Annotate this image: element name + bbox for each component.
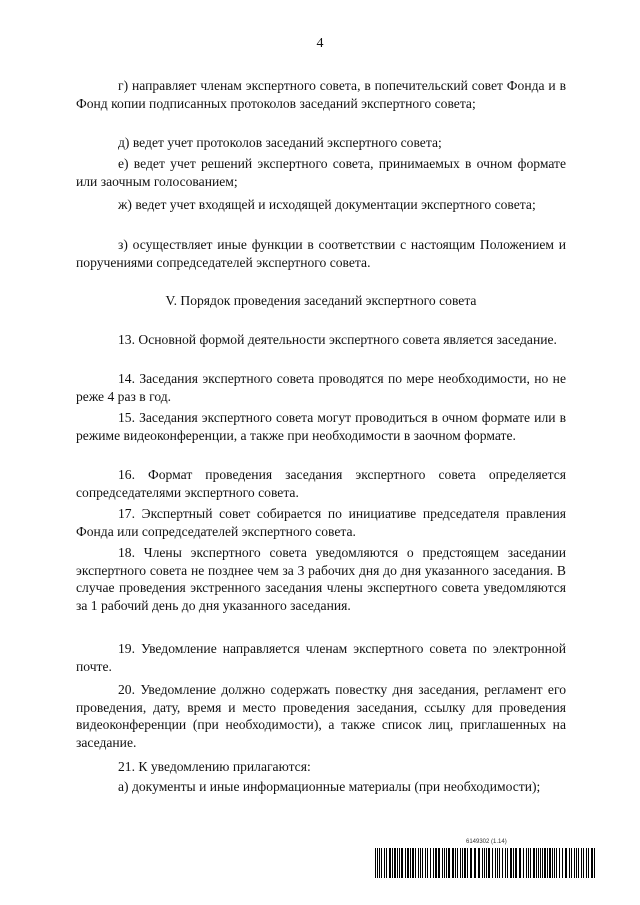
barcode-bar <box>526 848 527 878</box>
barcode-bar <box>499 848 500 878</box>
section-heading: V. Порядок проведения заседаний экспертного совета <box>165 293 477 308</box>
barcode-bar <box>397 848 398 878</box>
barcode-bar <box>422 848 423 878</box>
barcode-bar <box>495 848 496 878</box>
barcode-bar <box>446 848 447 878</box>
barcode-bar <box>427 848 428 878</box>
barcode-bar <box>523 848 524 878</box>
barcode-bar <box>482 848 483 878</box>
barcode-bar <box>462 848 463 878</box>
barcode-bar <box>581 848 582 878</box>
paragraph-18: 18. Члены экспертного совета уведомляются о предстоящем заседании экспертного совета не позднее чем за 3 рабочих дня до дня указанного заседания. В случае проведения экстренного заседания члены экспертного совета уведомляются за 1 рабочий день до дня указанного заседания. <box>76 545 566 613</box>
barcode-bar <box>565 848 567 878</box>
list-item-zh: ж) ведет учет входящей и исходящей документации экспертного совета; <box>118 197 536 212</box>
barcode-bar <box>420 848 421 878</box>
paragraph-19: 19. Уведомление направляется членам экспертного совета по электронной почте. <box>76 641 566 674</box>
list-item-g: г) направляет членам экспертного совета, в попечительский совет Фонда и в Фонд копии подписанных протоколов заседаний экспертного совета; <box>76 78 566 111</box>
barcode-bar <box>444 848 445 878</box>
barcode-bar <box>386 848 387 878</box>
barcode-bar <box>389 848 391 878</box>
barcode-bar <box>415 848 416 878</box>
barcode-bar <box>410 848 411 878</box>
barcode-bar <box>375 848 376 878</box>
barcode-bar <box>554 848 555 878</box>
barcode-bar <box>576 848 577 878</box>
barcode-bar <box>474 848 476 878</box>
barcode-bar <box>513 848 514 878</box>
barcode-bar <box>547 848 548 878</box>
paragraph-14: 14. Заседания экспертного совета проводятся по мере необходимости, но не реже 4 раз в год. <box>76 371 566 404</box>
barcode-bar <box>418 848 419 878</box>
barcode-bar <box>377 848 378 878</box>
barcode-bar <box>470 848 472 878</box>
document-code: 6149302 (1.14) <box>466 839 507 845</box>
paragraph-13: 13. Основной формой деятельности экспертного совета является заседание. <box>118 332 557 347</box>
barcode-bar <box>536 848 537 878</box>
barcode <box>375 848 595 878</box>
barcode-bar <box>515 848 517 878</box>
barcode-bar <box>562 848 563 878</box>
barcode-bar <box>492 848 493 878</box>
barcode-bar <box>379 848 380 878</box>
barcode-bar <box>538 848 539 878</box>
barcode-bar <box>591 848 593 878</box>
barcode-bar <box>540 848 541 878</box>
paragraph-21: 21. К уведомлению прилагаются: <box>118 759 311 774</box>
paragraph-21-a: а) документы и иные информационные материалы (при необходимости); <box>118 779 541 794</box>
barcode-bar <box>586 848 587 878</box>
barcode-bar <box>464 848 466 878</box>
barcode-bar <box>457 848 458 878</box>
barcode-bar <box>384 848 385 878</box>
barcode-bar <box>442 848 443 878</box>
barcode-bar <box>430 848 431 878</box>
barcode-bar <box>425 848 426 878</box>
barcode-bar <box>569 848 570 878</box>
paragraph-20: 20. Уведомление должно содержать повестку дня заседания, регламент его проведения, дату, время и место проведения заседания, ссылку для проведения видеоконференции (при необходимости), а также список лиц, приглашенных на заседание. <box>76 682 566 750</box>
barcode-bar <box>467 848 468 878</box>
barcode-bar <box>505 848 506 878</box>
barcode-bar <box>510 848 512 878</box>
barcode-bar <box>484 848 485 878</box>
barcode-bar <box>530 848 531 878</box>
barcode-bar <box>401 848 403 878</box>
barcode-bar <box>399 848 400 878</box>
barcode-bar <box>574 848 575 878</box>
barcode-bar <box>544 848 546 878</box>
barcode-bar <box>528 848 529 878</box>
barcode-bar <box>488 848 490 878</box>
barcode-bar <box>497 848 498 878</box>
barcode-bar <box>594 848 595 878</box>
barcode-bar <box>519 848 521 878</box>
barcode-bar <box>556 848 557 878</box>
barcode-bar <box>412 848 414 878</box>
barcode-bar <box>588 848 589 878</box>
list-item-e: е) ведет учет решений экспертного совета, принимаемых в очном формате или заочным голосованием; <box>76 156 566 189</box>
barcode-bar <box>407 848 409 878</box>
barcode-bar <box>486 848 487 878</box>
list-item-z: з) осуществляет иные функции в соответствии с настоящим Положением и поручениями сопредседателей экспертного совета. <box>76 237 566 270</box>
barcode-bar <box>392 848 393 878</box>
barcode-bar <box>433 848 434 878</box>
barcode-bar <box>549 848 551 878</box>
barcode-bar <box>478 848 480 878</box>
barcode-bar <box>542 848 543 878</box>
page-number: 4 <box>316 36 324 51</box>
barcode-bar <box>394 848 396 878</box>
barcode-bar <box>507 848 508 878</box>
barcode-bar <box>460 848 461 878</box>
barcode-bar <box>455 848 456 878</box>
barcode-bar <box>438 848 440 878</box>
barcode-bar <box>571 848 572 878</box>
barcode-bar <box>448 848 450 878</box>
barcode-bar <box>502 848 503 878</box>
barcode-bar <box>381 848 382 878</box>
paragraph-17: 17. Экспертный совет собирается по инициативе председателя правления Фонда или сопредседателей экспертного совета. <box>76 506 566 539</box>
barcode-bar <box>405 848 406 878</box>
barcode-bar <box>533 848 535 878</box>
barcode-bar <box>435 848 437 878</box>
list-item-d: д) ведет учет протоколов заседаний экспертного совета; <box>118 135 442 150</box>
barcode-bar <box>552 848 553 878</box>
barcode-bar <box>559 848 560 878</box>
paragraph-15: 15. Заседания экспертного совета могут проводиться в очном формате или в режиме видеоконференции, а также при необходимости в заочном формате. <box>76 410 566 443</box>
barcode-bar <box>583 848 584 878</box>
barcode-bar <box>578 848 579 878</box>
paragraph-16: 16. Формат проведения заседания экспертного совета определяется сопредседателями экспертного совета. <box>76 467 566 500</box>
barcode-bar <box>452 848 454 878</box>
